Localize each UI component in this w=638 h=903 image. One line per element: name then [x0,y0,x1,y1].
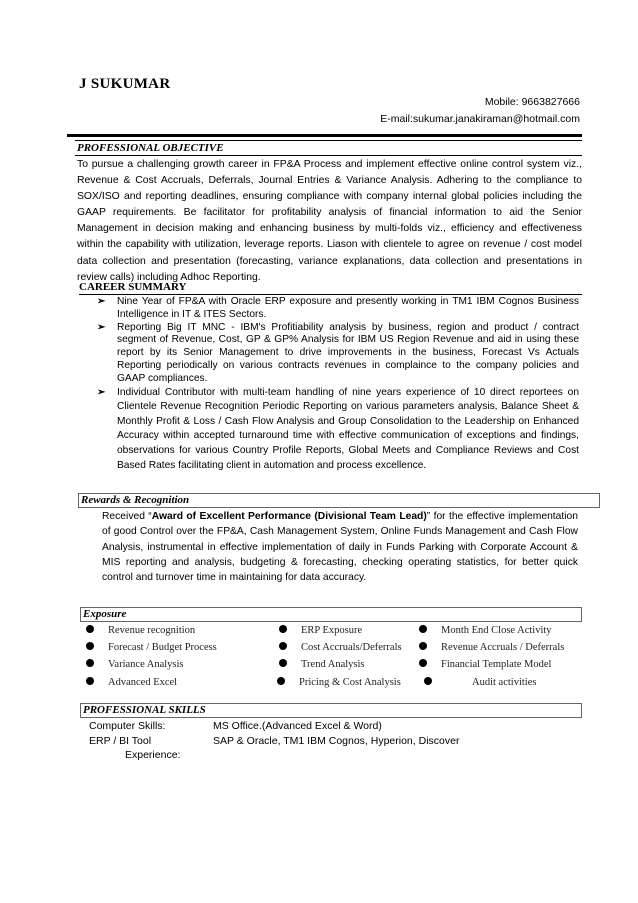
exposure-row [86,642,565,658]
bullet-dot-icon [279,625,287,633]
exposure-row [86,625,556,641]
bullet-dot-icon [424,677,432,685]
bullet-dot-icon [86,642,94,650]
career-item: ➢ Reporting Big IT MNC - IBM's Profitiability analysis by business, region and product / contract segment of Revenue, Cost, GP & GP% Analysis for IBM US Region Revenue and aid in using these report by its Senior Management to drive improvements in the business, Forecast Vs Actuals Reporting periodically on various contracts revenues in complaince to the company policies and GAAP compliances. [97,321,579,384]
rewards-section [78,493,600,508]
bullet-dot-icon [279,642,287,650]
objective-text: To pursue a challenging growth career in FP&A Process and implement effective online control system viz., Revenue & Cost Accruals, Deferrals, Journal Entries & Variance Analysis. Adhering to the compliance to SOX/ISO and reporting deadlines, ensuring compliance with company internal global policies including the GAAP requirements. Be facilitator for profitability analysis of financial information to aid the Senior Management in decision making and enhancing business by multi-folds viz., efficiency and effectiveness within the capability with utilization, leverage reports. Liason with clientele to agree on revenue / cost model data collection and presentation (forecasting, variance explanations, data collection and presentations in review calls) including Adhoc Reporting. [77,159,582,283]
candidate-name: J SUKUMAR [79,76,171,92]
career-item: ➢ Nine Year of FP&A with Oracle ERP exposure and presently working in TM1 IBM Cognos Business Intelligence in IT & ITES Sectors. [97,296,579,320]
exposure-item: Month End Close Activity [441,625,552,636]
exposure-item: Variance Analysis [108,659,184,670]
career-item: ➢ Individual Contributor with multi-team handling of nine years experience of 10 direct reportees on Clientele Revenue Recognition Periodic Reporting on various parameters analysis, Balance Sheet & Monthly Profit & Loss / Cash Flow Analysis and Group Consolidation to the Leadership on Enhanced Accuracy within accepted turnaround time with effective communication of exceptions and findings, observations for various Country Profile Reports, Global Meets and Compliance Reviews and Cost Based Rates facilitating client in automation and process excellence. [97,386,579,471]
exposure-title: Exposure [80,607,582,622]
email-address: E-mail:sukumar.janakiraman@hotmail.com [380,113,580,125]
bullet-dot-icon [279,659,287,667]
bullet-dot-icon [277,677,285,685]
rewards-title: Rewards & Recognition [78,493,600,508]
bullet-dot-icon [419,659,427,667]
arrow-bullet-icon: ➢ [97,386,106,398]
exposure-item: Forecast / Budget Process [108,642,217,653]
bullet-dot-icon [86,677,94,685]
bi-tool-label-continued: Experience: [125,749,181,761]
exposure-item: Pricing & Cost Analysis [299,677,401,688]
bullet-dot-icon [86,659,94,667]
header-divider [67,134,582,137]
rewards-text: Received “Award of Excellent Performance (Divisional Team Lead)” for the effective implementation of good Control over the FP&A, Cash Management System, Online Funds Management and Cash Flow Analysis, instrumental in effective implementation of daily in Funds Parking with Corporate Account & MIS reporting and analysis, budgeting & forecasting, checking operating statistics, for better quick control and turnover time in maintaining for data accuracy. [102,511,578,584]
arrow-bullet-icon: ➢ [97,321,106,333]
skills-section [80,703,582,718]
exposure-item: Advanced Excel [108,677,178,688]
career-list [97,296,579,473]
exposure-item: Trend Analysis [301,659,365,670]
exposure-item: Cost Accruals/Deferrals [301,642,402,653]
exposure-section [80,607,582,622]
exposure-row [86,677,556,693]
computer-skills-value: MS Office.(Advanced Excel & Word) [213,720,382,732]
exposure-item: Audit activities [472,677,537,688]
award-name: Award of Excellent Performance (Divisional Team Lead) [151,511,427,522]
objective-section [77,140,582,286]
bullet-dot-icon [419,625,427,633]
bi-tool-value: SAP & Oracle, TM1 IBM Cognos, Hyperion, Discover [213,735,460,747]
exposure-item: Revenue recognition [108,625,196,636]
exposure-item: Revenue Accruals / Deferrals [441,642,565,653]
bullet-dot-icon [419,642,427,650]
mobile-number: Mobile: 9663827666 [484,96,580,108]
career-title: CAREER SUMMARY [79,281,187,293]
bi-tool-label: ERP / BI Tool [89,735,152,747]
computer-skills-label: Computer Skills: [89,720,166,732]
exposure-item: Financial Template Model [441,659,552,670]
exposure-item: ERP Exposure [301,625,363,636]
exposure-row [86,659,556,675]
skills-title: PROFESSIONAL SKILLS [80,703,582,718]
career-divider [79,294,582,295]
bullet-dot-icon [86,625,94,633]
arrow-bullet-icon: ➢ [97,296,106,307]
objective-title: PROFESSIONAL OBJECTIVE [75,140,582,156]
